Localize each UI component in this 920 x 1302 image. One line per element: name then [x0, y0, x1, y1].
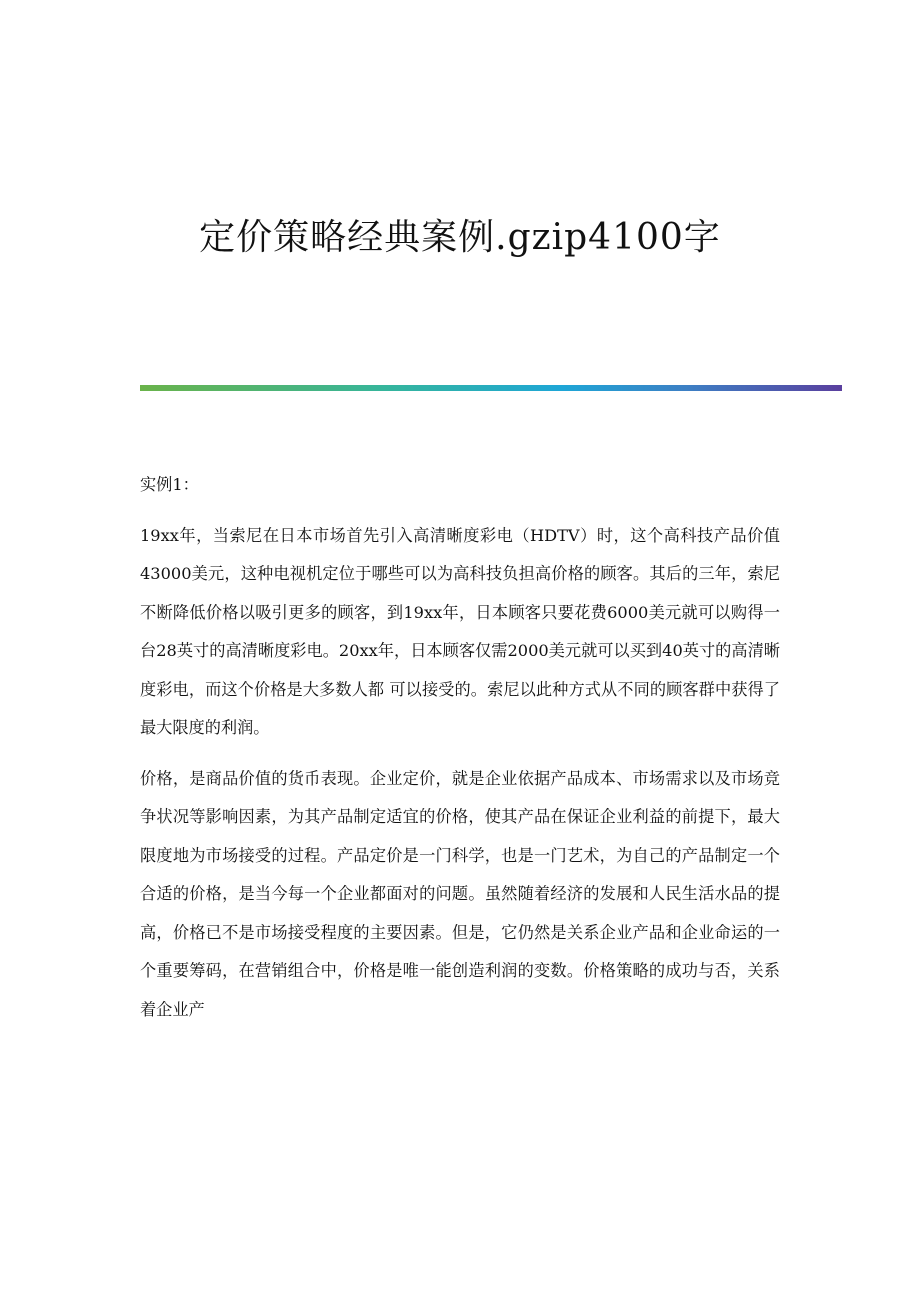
paragraph-pricing-definition: 价格，是商品价值的货币表现。企业定价，就是企业依据产品成本、市场需求以及市场竞争状况等影响因素，为其产品制定适宜的价格，使其产品在保证企业利益的前提下，最大限度地为市场接受的过程。产品定价是一门科学，也是一门艺术，为自己的产品制定一个合适的价格，是当今每一个企业都面对的问题。虽然随着经济的发展和人民生活水品的提高，价格已不是市场接受程度的主要因素。但是，它仍然是关系企业产品和企业命运的一个重要筹码，在营销组合中，价格是唯一能创造利润的变数。价格策略的成功与否，关系着企业产 [140, 768, 780, 1019]
example-label: 实例1： [140, 475, 199, 494]
document-body [140, 466, 780, 1041]
title-gradient-rule [140, 385, 842, 391]
paragraph-sony-case: 19xx年，当索尼在日本市场首先引入高清晰度彩电（HDTV）时，这个高科技产品价值43000美元，这种电视机定位于哪些可以为高科技负担高价格的顾客。其后的三年，索尼不断降低价格以吸引更多的顾客，到19xx年，日本顾客只要花费6000美元就可以购得一台28英寸的高清晰度彩电。20xx年，日本顾客仅需2000美元就可以买到40英寸的高清晰度彩电，而这个价格是大多数人都 可以接受的。索尼以此种方式从不同的顾客群中获得了最大限度的利润。 [140, 525, 780, 737]
document-title: 定价策略经典案例.gzip4100字 [199, 217, 721, 258]
